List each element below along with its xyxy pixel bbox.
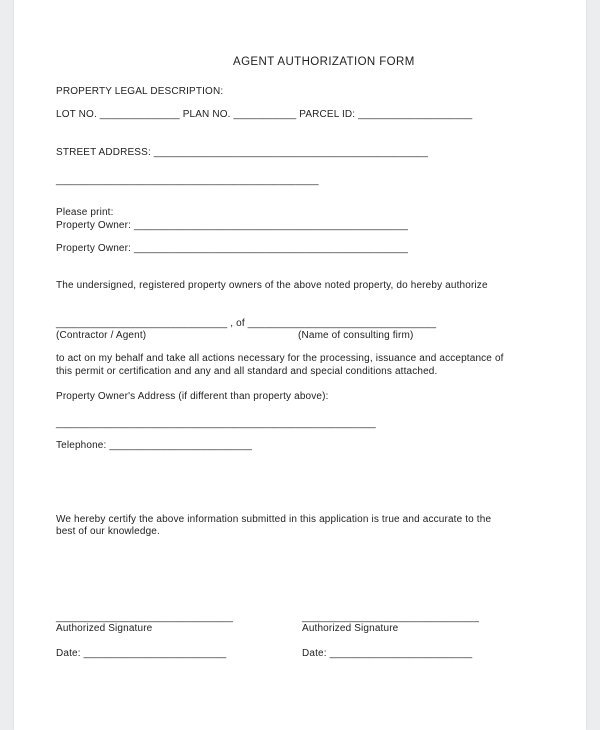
property-owner-field-2[interactable]: Property Owner: ________________________________________________: [56, 243, 409, 254]
signature-field-left[interactable]: _______________________________: [56, 612, 234, 623]
act-on-behalf-text-2: this permit or certification and any and all standard and special conditions attached.: [56, 366, 438, 377]
contractor-agent-caption: (Contractor / Agent): [56, 330, 147, 341]
lot-plan-parcel-field[interactable]: LOT NO. ______________ PLAN NO. ___________ PARCEL ID: ____________________: [56, 109, 473, 120]
date-field-left[interactable]: Date: _________________________: [56, 648, 227, 659]
form-title: AGENT AUTHORIZATION FORM: [233, 56, 415, 68]
owner-address-field[interactable]: ________________________________________________________: [56, 418, 376, 429]
telephone-field[interactable]: Telephone: _________________________: [56, 440, 253, 451]
date-field-right[interactable]: Date: _________________________: [302, 648, 473, 659]
contractor-agent-field[interactable]: ______________________________ , of _________________________________: [56, 318, 437, 329]
certify-text-1: We hereby certify the above information submitted in this application is true and accurate to the: [56, 514, 492, 525]
authorized-signature-label-right: Authorized Signature: [302, 623, 399, 634]
authorize-statement: The undersigned, registered property owners of the above noted property, do hereby authorize: [56, 280, 488, 291]
street-address-continued-field[interactable]: ______________________________________________: [56, 175, 319, 186]
form-page: [14, 0, 586, 730]
please-print-label: Please print:: [56, 207, 114, 218]
property-owner-field-1[interactable]: Property Owner: ________________________________________________: [56, 220, 409, 231]
signature-field-right[interactable]: _______________________________: [302, 612, 480, 623]
property-legal-description-label: PROPERTY LEGAL DESCRIPTION:: [56, 86, 224, 97]
consulting-firm-caption: (Name of consulting firm): [298, 330, 414, 341]
authorized-signature-label-left: Authorized Signature: [56, 623, 153, 634]
owner-address-label: Property Owner's Address (if different than property above):: [56, 391, 329, 402]
certify-text-2: best of our knowledge.: [56, 526, 160, 537]
street-address-field[interactable]: STREET ADDRESS: ________________________________________________: [56, 147, 428, 158]
act-on-behalf-text-1: to act on my behalf and take all actions necessary for the processing, issuance and acceptance of: [56, 353, 504, 364]
